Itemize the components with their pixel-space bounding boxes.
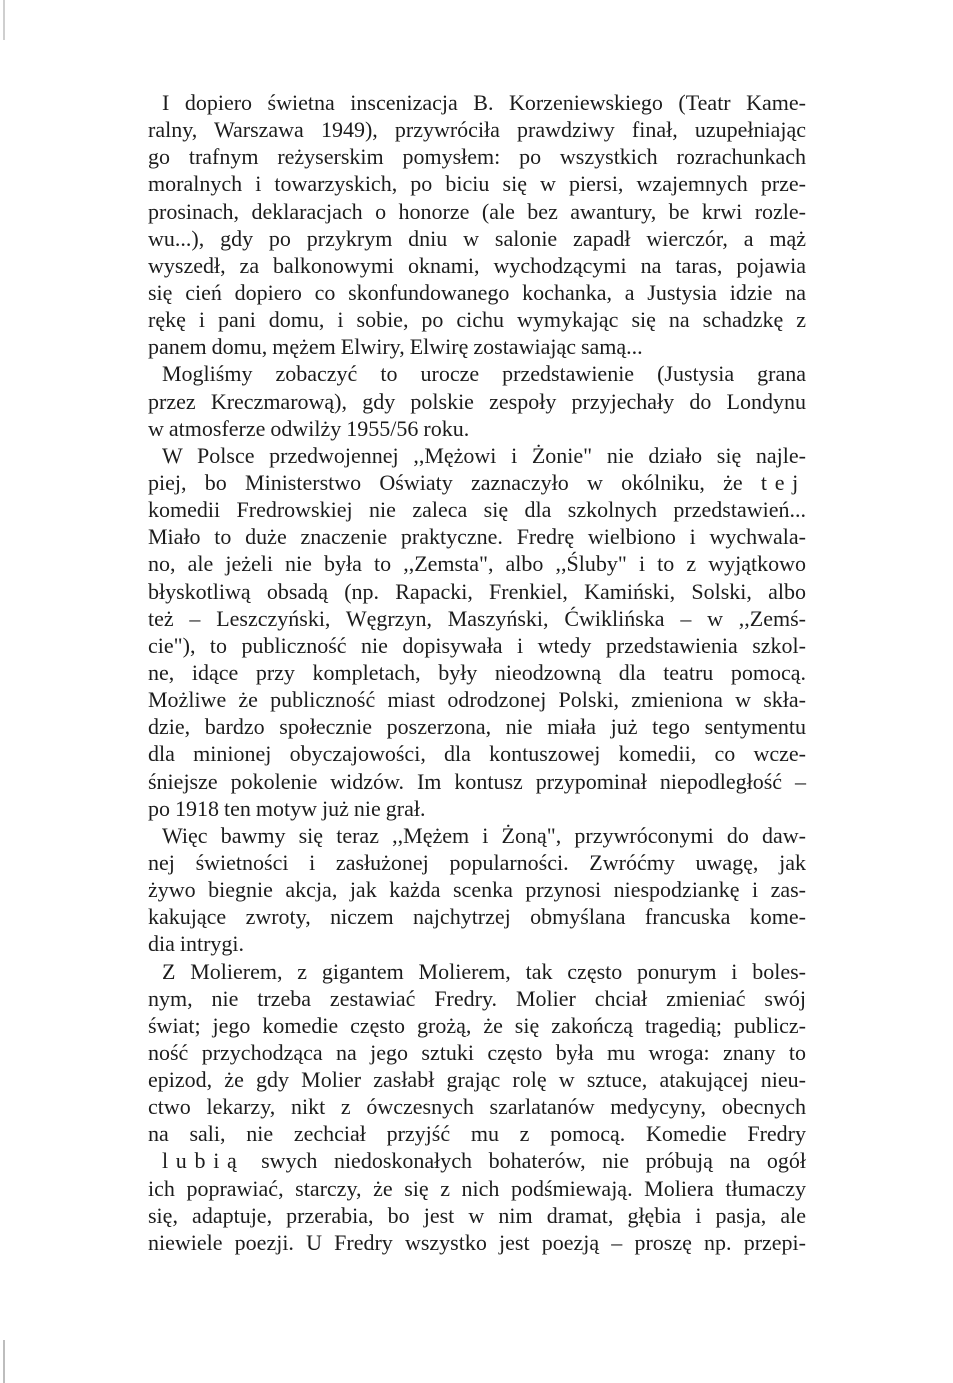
text-line: komedii Fredrowskiej nie zaleca się dla szkolnych przedstawień... — [148, 497, 806, 523]
text-line: się, adaptuje, przerabia, bo jest w nim dramat, głębia i pasja, ale — [148, 1202, 806, 1228]
text-line: moralnych i towarzyskich, po biciu się w piersi, wzajemnych prze- — [148, 171, 806, 197]
text-line — [148, 1147, 806, 1174]
text-line: epizod, że gdy Molier zasłabł grając rolę w sztuce, atakującej nieu- — [148, 1067, 806, 1093]
text-line: nym, nie trzeba zestawiać Fredry. Molier chciał zmieniać swój — [148, 985, 806, 1011]
spaced-emphasis: lubią — [162, 1148, 245, 1174]
body-text — [148, 89, 806, 1256]
text-line: rękę i pani domu, i sobie, po cichu wymykając się na schadzkę z — [148, 307, 806, 333]
text-line: przez Kreczmarową), gdy polskie zespoły przyjechały do Londynu — [148, 388, 806, 414]
text-line: ralny, Warszawa 1949), przywróciła prawdziwy finał, uzupełniając — [148, 117, 806, 143]
text-line: Możliwe że publiczność miast odrodzonej Polski, zmieniona w skła- — [148, 687, 806, 713]
text-line: dzie, bardzo społecznie poszerzona, nie miała już tego sentymentu — [148, 714, 806, 740]
text-line: się cień dopiero co skonfundowanego kochanka, a Justysia idzie na — [148, 279, 806, 305]
text-line: Z Molierem, z gigantem Molierem, tak często ponurym i boles- — [162, 958, 806, 984]
text-line: go trafnym reżyserskim pomysłem: po wszystkich rozrachunkach — [148, 144, 806, 170]
text-line: śniejsze pokolenie widzów. Im kontusz przypominał niepodległość – — [148, 768, 806, 794]
text-line: nej świetności i zasłużonej popularności. Zwróćmy uwagę, jak — [148, 849, 806, 875]
text-line: W Polsce przedwojennej ,,Mężowi i Żonie" nie działo się najle- — [162, 442, 806, 468]
text-line: żywo biegnie akcja, jak każda scenka przynosi niespodziankę i zas- — [148, 877, 806, 903]
text-line: wyszedł, za balkonowymi oknami, wychodzącymi na taras, pojawia — [148, 252, 806, 278]
text-line: po 1918 ten motyw już nie grał. — [148, 795, 426, 821]
text-line: ich poprawiać, starczy, że się z nich podśmiewają. Moliera tłumaczy — [148, 1175, 806, 1201]
text-line: kakujące zwroty, niczem najchytrzej obmyślana francuska kome- — [148, 904, 806, 930]
text-line: też – Leszczyński, Węgrzyn, Maszyński, Ćwiklińska – w ,,Zemś- — [148, 605, 806, 631]
text-line: wu...), gdy po przykrym dniu w salonie zapadł wierczór, a mąż — [148, 225, 806, 251]
text-line: no, ale jeżeli nie była to ,,Zemsta", albo ,,Śluby" i to z wyjątkowo — [148, 551, 806, 577]
text-line: dia intrygi. — [148, 931, 245, 957]
text-line-end: swych niedoskonałych bohaterów, nie próbują na ogół — [244, 1148, 806, 1174]
text-line: niewiele poezji. U Fredry wszystko jest poezją – proszę np. przepi- — [148, 1229, 806, 1255]
scan-edge-mark-bottom — [3, 1340, 5, 1383]
text-line: dla minionej obyczajowości, dla kontuszowej komedii, co wcze- — [148, 741, 806, 767]
text-line-start: piej, bo Ministerstwo Oświaty zaznaczyło w okólniku, że — [148, 469, 761, 495]
text-line: ne, idące przy kompletach, były nieodzowną dla teatru pomocą. — [148, 659, 806, 685]
spaced-emphasis: tej — [760, 469, 806, 495]
text-line: ctwo lekarzy, nikt z ówczesnych szarlatanów medycyny, obecnych — [148, 1094, 806, 1120]
text-line: I dopiero świetna inscenizacja B. Korzeniewskiego (Teatr Kame- — [162, 90, 806, 115]
scan-edge-mark-top — [3, 0, 5, 40]
text-line: świat; jego komedie często grożą, że się zakończą tragedią; publicz- — [148, 1012, 806, 1038]
text-line: błyskotliwą obsadą (np. Rapacki, Frenkiel, Kamiński, Solski, albo — [148, 578, 806, 604]
text-line: panem domu, mężem Elwiry, Elwirę zostawiając samą... — [148, 334, 643, 360]
text-line: cie"), to publiczność nie dopisywała i wtedy przedstawienia szkol- — [148, 632, 806, 658]
text-line: Miało to duże znaczenie praktyczne. Fredrę wielbiono i wychwala- — [148, 524, 806, 550]
text-line: na sali, nie zechciał przyjść mu z pomocą. Komedie Fredry — [148, 1121, 806, 1147]
text-line: ność przychodząca na jego sztuki często była mu wroga: znany to — [148, 1039, 806, 1065]
text-line: Mogliśmy zobaczyć to urocze przedstawienie (Justysia grana — [162, 361, 806, 387]
text-line: w atmosferze odwilży 1955/56 roku. — [148, 415, 470, 441]
text-line: prosinach, deklaracjach o honorze (ale bez awantury, be krwi rozle- — [148, 198, 806, 224]
text-line: Więc bawmy się teraz ,,Mężem i Żoną", przywróconymi do daw- — [162, 822, 806, 848]
text-line — [148, 469, 806, 496]
